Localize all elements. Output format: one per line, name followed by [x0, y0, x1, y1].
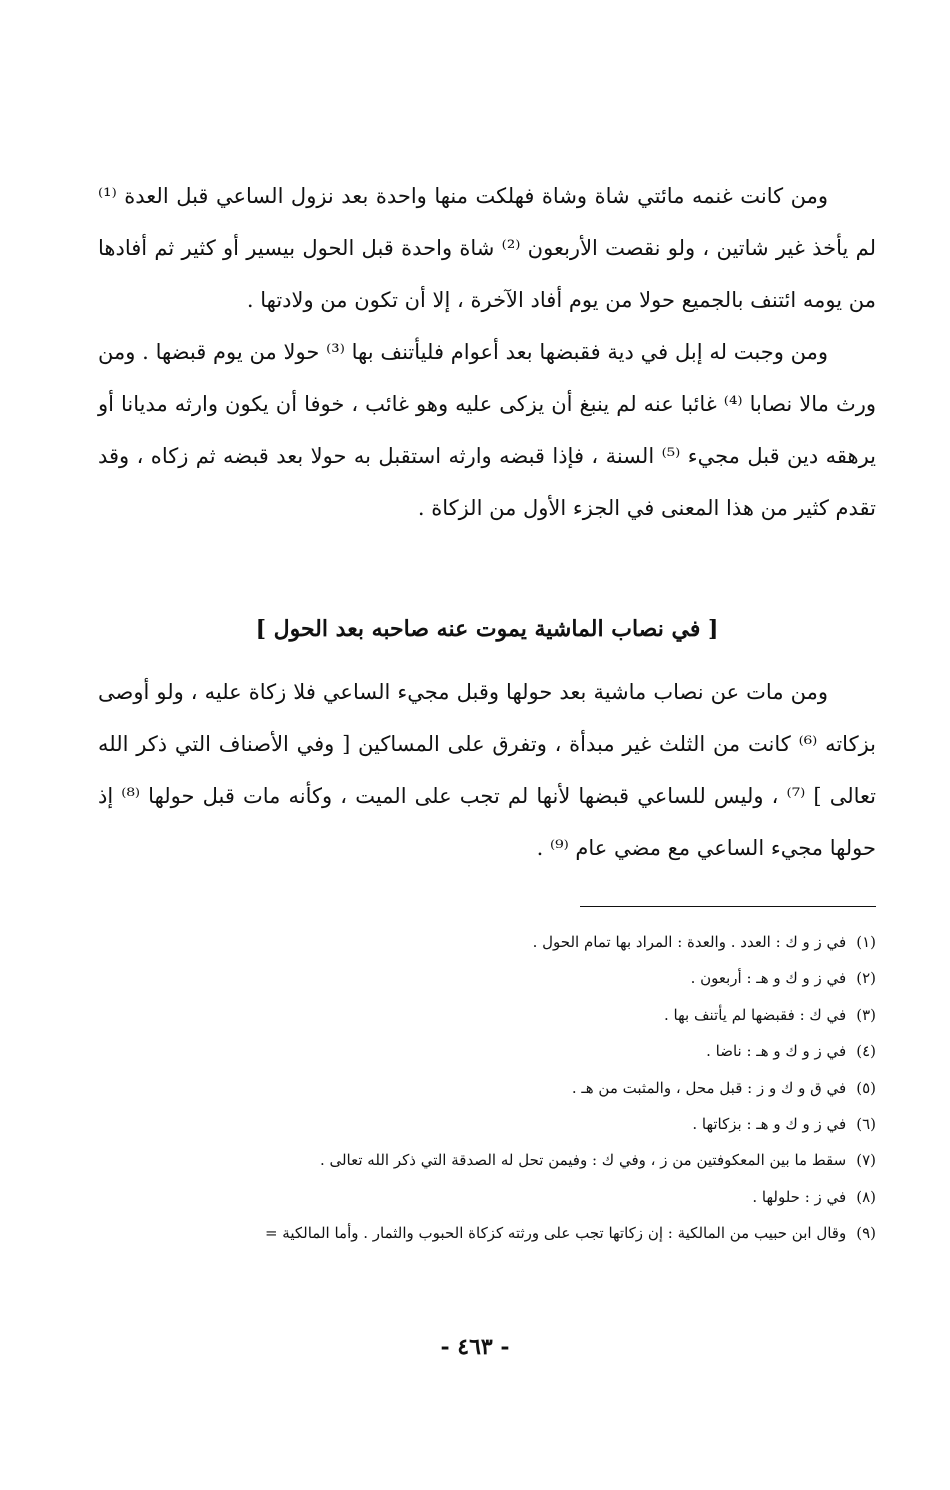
footnote-text: في ز : حلولها .	[752, 1187, 847, 1206]
footnote-text: في ز و ك و هـ : ناضا .	[706, 1042, 847, 1061]
footnote-8	[98, 1179, 876, 1215]
footnote-2	[98, 960, 876, 996]
footnote-number: (٤)	[856, 1042, 876, 1061]
footnote-7	[98, 1142, 876, 1178]
footnote-separator	[580, 906, 876, 907]
footnote-text: في ز و ك و هـ : بزكاتها .	[692, 1114, 847, 1133]
footnote-number: (٧)	[856, 1151, 876, 1170]
footnote-text: في ق و ك و ز : قبل محل ، والمثبت من هـ .	[571, 1078, 847, 1097]
main-text-top	[98, 170, 876, 534]
footnote-1	[98, 924, 876, 960]
section-heading: [ في نصاب الماشية يموت عنه صاحبه بعد الحول ]	[255, 616, 719, 642]
footnote-text: وقال ابن حبيب من المالكية : إن زكاتها تجب على ورثته كزكاة الحبوب والثمار . وأما المالكية =	[264, 1224, 847, 1243]
paragraph-ghanam: ومن كانت غنمه مائتي شاة وشاة فهلكت منها واحدة بعد نزول الساعي قبل العدة ⁽¹⁾ لم يأخذ غير شاتين ، ولو نقصت الأربعون ⁽²⁾ شاة واحدة قبل الحول بيسير أو كثير ثم أفادها من يومه ائتنف بالجميع حولا من يوم أفاد الآخرة ، إلا أن تكون من ولادتها .	[98, 184, 876, 312]
footnote-6	[98, 1106, 876, 1142]
footnote-number: (٩)	[856, 1224, 876, 1243]
footnote-5	[98, 1070, 876, 1106]
footnote-9	[98, 1215, 876, 1251]
footnote-text: في ز و ك و هـ : أربعون .	[690, 969, 847, 988]
footnotes	[98, 924, 876, 1252]
footnote-text: في ك : فقبضها لم يأتنف بها .	[664, 1005, 847, 1024]
footnote-number: (٥)	[856, 1078, 876, 1097]
footnote-text: سقط ما بين المعكوفتين من ز ، وفي ك : وفيمن تحل له الصدقة التي ذكر الله تعالى .	[319, 1151, 847, 1170]
footnote-3	[98, 997, 876, 1033]
footnote-4	[98, 1033, 876, 1069]
paragraph-ibil-diya: ومن وجبت له إبل في دية فقبضها بعد أعوام فليأتنف بها ⁽³⁾ حولا من يوم قبضها . ومن ورث مالا نصابا ⁽⁴⁾ غائبا عنه لم ينبغ أن يزكى عليه وهو غائب ، خوفا أن يكون وارثه مديانا أو يرهقه دين قبل مجيء ⁽⁵⁾ السنة ، فإذا قبضه وارثه استقبل به حولا بعد قبضه ثم زكاه ، وقد تقدم كثير من هذا المعنى في الجزء الأول من الزكاة .	[98, 340, 877, 520]
footnote-number: (٦)	[856, 1114, 876, 1133]
footnote-number: (٨)	[856, 1187, 876, 1206]
footnote-number: (٣)	[856, 1005, 876, 1024]
footnote-number: (٢)	[856, 969, 876, 988]
footnote-number: (١)	[856, 933, 876, 951]
paragraph-mat-an-nisab: ومن مات عن نصاب ماشية بعد حولها وقبل مجيء الساعي فلا زكاة عليه ، ولو أوصى بزكاته ⁽⁶⁾ كانت من الثلث غير مبدأة ، وتفرق على المساكين [ وفي الأصناف التي ذكر الله تعالى ] ⁽⁷⁾ ، وليس للساعي قبضها لأنها لم تجب على الميت ، وكأنه مات قبل حولها ⁽⁸⁾ إذ حولها مجيء الساعي مع مضي عام ⁽⁹⁾ .	[98, 680, 877, 860]
main-text-bottom	[98, 666, 876, 874]
page-number: - ٤٦٣ -	[440, 1334, 510, 1360]
footnote-text: في ز و ك : العدد . والعدة : المراد بها تمام الحول .	[532, 933, 847, 951]
